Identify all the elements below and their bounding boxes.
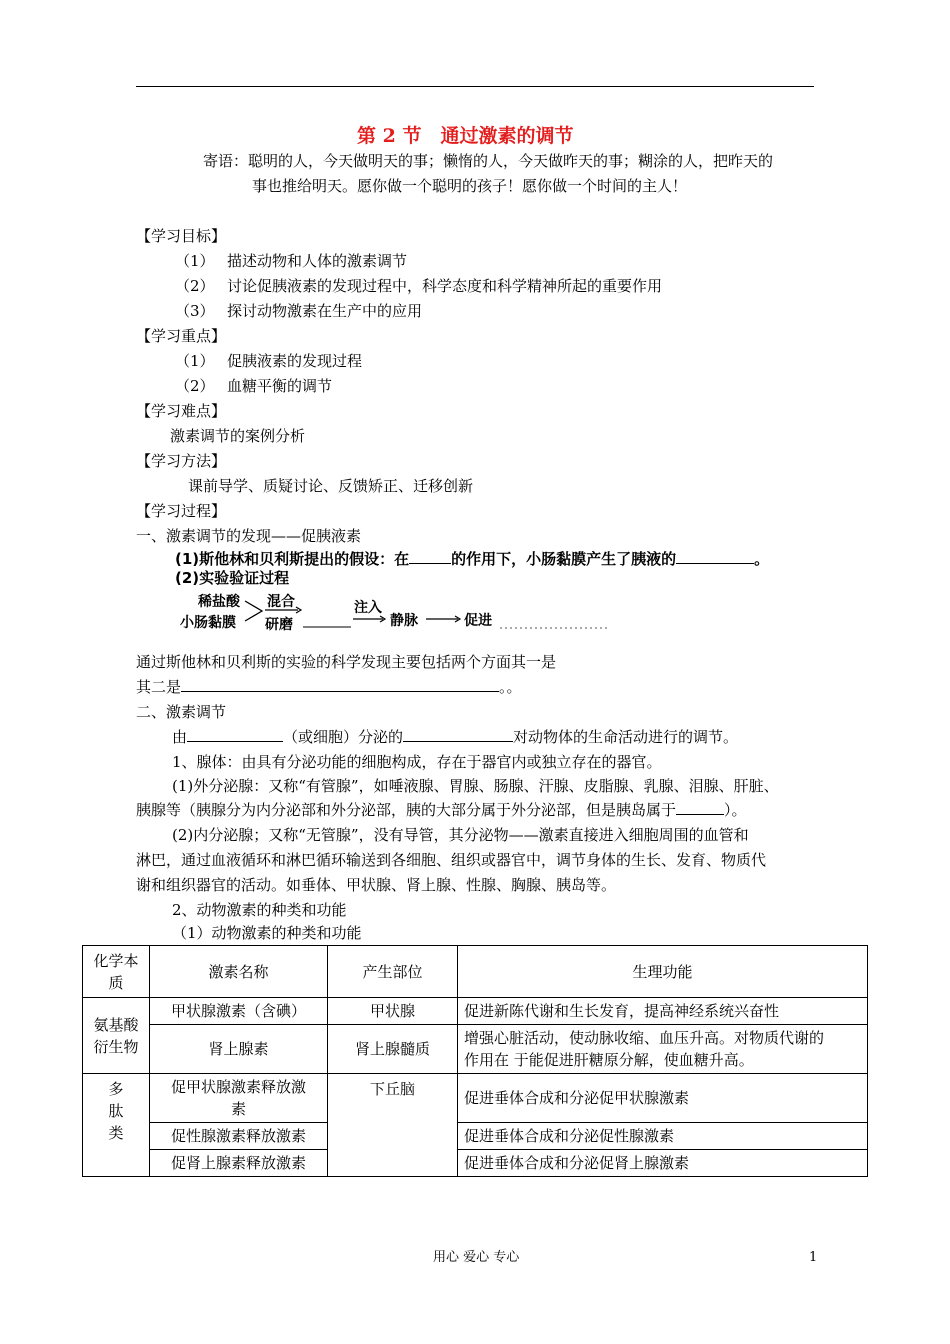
header-rule bbox=[136, 86, 814, 87]
endocrine-line-1: (2)内分泌腺；又称“无管腺”，没有导管，其分泌物——激素直接进入细胞周围的血管和 bbox=[172, 826, 749, 844]
cell-name: 肾上腺素 bbox=[150, 1025, 328, 1074]
endocrine-line-3: 谢和组织器官的活动。如垂体、甲状腺、肾上腺、性腺、胸腺、胰岛等。 bbox=[136, 876, 617, 894]
cell-function: 促进垂体合成和分泌促甲状腺激素 bbox=[458, 1074, 868, 1123]
function-line-1: 增强心脏活动，使动脉收缩、血压升高。对物质代谢的 bbox=[464, 1029, 825, 1047]
peptide-line-1: 多 bbox=[108, 1080, 124, 1098]
diagram-mucosa: 小肠黏膜 bbox=[180, 615, 236, 631]
goal-2-text: 讨论促胰液素的发现过程中，科学态度和科学精神所起的重要作用 bbox=[227, 277, 663, 295]
cell-site: 肾上腺髓质 bbox=[328, 1025, 458, 1074]
exocrine-line-1: (1)外分泌腺：又称“有管腺”，如唾液腺、胃腺、肠腺、汗腺、皮脂腺、乳腺、泪腺、肝脏、 bbox=[172, 777, 779, 795]
motto-line-1: 寄语：聪明的人，今天做明天的事；懒惰的人，今天做昨天的事；糊涂的人，把昨天的 bbox=[203, 152, 774, 170]
diagram-acid: 稀盐酸 bbox=[198, 594, 240, 610]
page-title: 第 2 节 通过激素的调节 bbox=[357, 125, 574, 147]
cell-function: 促进新陈代谢和生长发育，提高神经系统兴奋性 bbox=[458, 998, 868, 1025]
keypoint-1-num: （1） bbox=[175, 352, 215, 370]
method-text: 课前导学、质疑讨论、反馈矫正、迁移创新 bbox=[188, 477, 474, 495]
cell-name bbox=[150, 1074, 328, 1123]
experiment-heading: (2)实验验证过程 bbox=[175, 569, 290, 587]
peptide-line-3: 类 bbox=[108, 1124, 124, 1142]
cell-function: 促进垂体合成和分泌促性腺激素 bbox=[458, 1123, 868, 1150]
hypothesis-part-b: 的作用下，小肠黏膜产生了胰液的 bbox=[451, 550, 677, 568]
keypoint-2-text: 血糖平衡的调节 bbox=[227, 377, 333, 395]
cell-function: 促进垂体合成和分泌促肾上腺激素 bbox=[458, 1150, 868, 1177]
goal-1-num: （1） bbox=[175, 252, 215, 270]
motto-line-2: 事也推给明天。愿你做一个聪明的孩子！愿你做一个时间的主人！ bbox=[252, 177, 688, 195]
blank-chemical[interactable] bbox=[403, 727, 513, 742]
table-row bbox=[83, 998, 868, 1025]
diagram-inject: 注入 bbox=[354, 600, 382, 616]
table-row bbox=[83, 1150, 868, 1177]
cell-name: 促性腺激素释放激素 bbox=[150, 1123, 328, 1150]
reg-part-c: 对动物体的生命活动进行的调节。 bbox=[513, 728, 739, 746]
hypothesis-line bbox=[175, 549, 769, 569]
amino-line-2: 衍生物 bbox=[93, 1037, 139, 1056]
blank-organ[interactable] bbox=[187, 727, 283, 742]
table-row bbox=[83, 1123, 868, 1150]
cell-function bbox=[458, 1025, 868, 1074]
diagram-mix: 混合 bbox=[267, 594, 295, 610]
keypoint-1-text: 促胰液素的发现过程 bbox=[227, 352, 363, 370]
name-line-2: 素 bbox=[230, 1100, 246, 1118]
blank-substance[interactable] bbox=[676, 549, 754, 564]
page-number: 1 bbox=[809, 1250, 818, 1265]
hypothesis-end: 。 bbox=[754, 550, 770, 568]
merge-arrow-icon bbox=[245, 601, 262, 621]
table-row bbox=[83, 1074, 868, 1123]
header-site: 产生部位 bbox=[328, 946, 458, 998]
exocrine-2-end: ）。 bbox=[724, 801, 747, 819]
table-header-row bbox=[83, 946, 868, 998]
goal-1-text: 描述动物和人体的激素调节 bbox=[227, 252, 408, 270]
cell-name: 促肾上腺素释放激素 bbox=[150, 1150, 328, 1177]
hormone-kinds-subheading: （1）动物激素的种类和功能 bbox=[172, 924, 362, 942]
header-nature bbox=[83, 946, 150, 998]
cell-name: 甲状腺激素（含碘） bbox=[150, 998, 328, 1025]
keypoint-2-num: （2） bbox=[175, 377, 215, 395]
keypoints-heading: 【学习重点】 bbox=[136, 327, 227, 345]
blank-stimulus[interactable] bbox=[409, 549, 451, 564]
method-heading: 【学习方法】 bbox=[136, 452, 227, 470]
goals-heading: 【学习目标】 bbox=[136, 227, 227, 245]
conclusion-line-2 bbox=[136, 677, 522, 697]
cell-peptide bbox=[83, 1074, 150, 1177]
cell-amino bbox=[83, 998, 150, 1074]
conclusion-2-end: 。。 bbox=[499, 678, 522, 696]
endocrine-line-2: 淋巴，通过血液循环和淋巴循环输送到各细胞、组织或器官中，调节身体的生长、发育、物质代 bbox=[136, 851, 767, 869]
diagram-vein: 静脉 bbox=[390, 613, 418, 629]
exocrine-2-text: 胰腺等（胰腺分为内分泌部和外分泌部，胰的大部分属于外分泌部，但是胰岛属于 bbox=[136, 801, 677, 819]
footer-motto: 用心 爱心 专心 bbox=[433, 1250, 520, 1265]
difficulty-heading: 【学习难点】 bbox=[136, 402, 227, 420]
experiment-diagram bbox=[170, 589, 610, 635]
section-1-heading: 一、激素调节的发现——促胰液素 bbox=[136, 527, 362, 545]
hormone-table bbox=[82, 945, 868, 1177]
difficulty-text: 激素调节的案例分析 bbox=[170, 427, 306, 445]
conclusion-2-prefix: 其二是 bbox=[136, 678, 182, 696]
cell-site: 下丘脑 bbox=[328, 1074, 458, 1177]
diagram-promote: 促进 bbox=[464, 613, 492, 629]
amino-line-1: 氨基酸 bbox=[93, 1015, 139, 1034]
hormone-kinds-heading: 2、动物激素的种类和功能 bbox=[172, 901, 347, 919]
function-line-2: 作用在 于能促进肝糖原分解，使血糖升高。 bbox=[464, 1051, 754, 1069]
peptide-line-2: 肽 bbox=[108, 1102, 124, 1120]
gland-definition: 1、腺体：由具有分泌功能的细胞构成，存在于器官内或独立存在的器官。 bbox=[172, 753, 662, 771]
hypothesis-part-a: (1)斯他林和贝利斯提出的假设：在 bbox=[175, 550, 410, 568]
header-nature-line-2: 质 bbox=[108, 973, 124, 992]
header-function: 生理功能 bbox=[458, 946, 868, 998]
process-heading: 【学习过程】 bbox=[136, 502, 227, 520]
header-name: 激素名称 bbox=[150, 946, 328, 998]
blank-conclusion[interactable] bbox=[181, 677, 499, 692]
blank-islet[interactable] bbox=[676, 800, 724, 815]
table-row bbox=[83, 1025, 868, 1074]
goal-3-num: （3） bbox=[175, 302, 215, 320]
cell-site: 甲状腺 bbox=[328, 998, 458, 1025]
conclusion-line-1: 通过斯他林和贝利斯的实验的科学发现主要包括两个方面其一是 bbox=[136, 653, 557, 671]
regulation-definition bbox=[172, 727, 738, 747]
reg-part-a: 由 bbox=[172, 728, 188, 746]
name-line-1: 促甲状腺激素释放激 bbox=[170, 1078, 306, 1096]
header-nature-line-1: 化学本 bbox=[93, 951, 139, 970]
section-2-heading: 二、激素调节 bbox=[136, 703, 227, 721]
diagram-grind: 研磨 bbox=[265, 617, 293, 633]
exocrine-line-2 bbox=[136, 800, 747, 820]
reg-part-b: （或细胞）分泌的 bbox=[283, 728, 404, 746]
goal-2-num: （2） bbox=[175, 277, 215, 295]
goal-3-text: 探讨动物激素在生产中的应用 bbox=[227, 302, 423, 320]
